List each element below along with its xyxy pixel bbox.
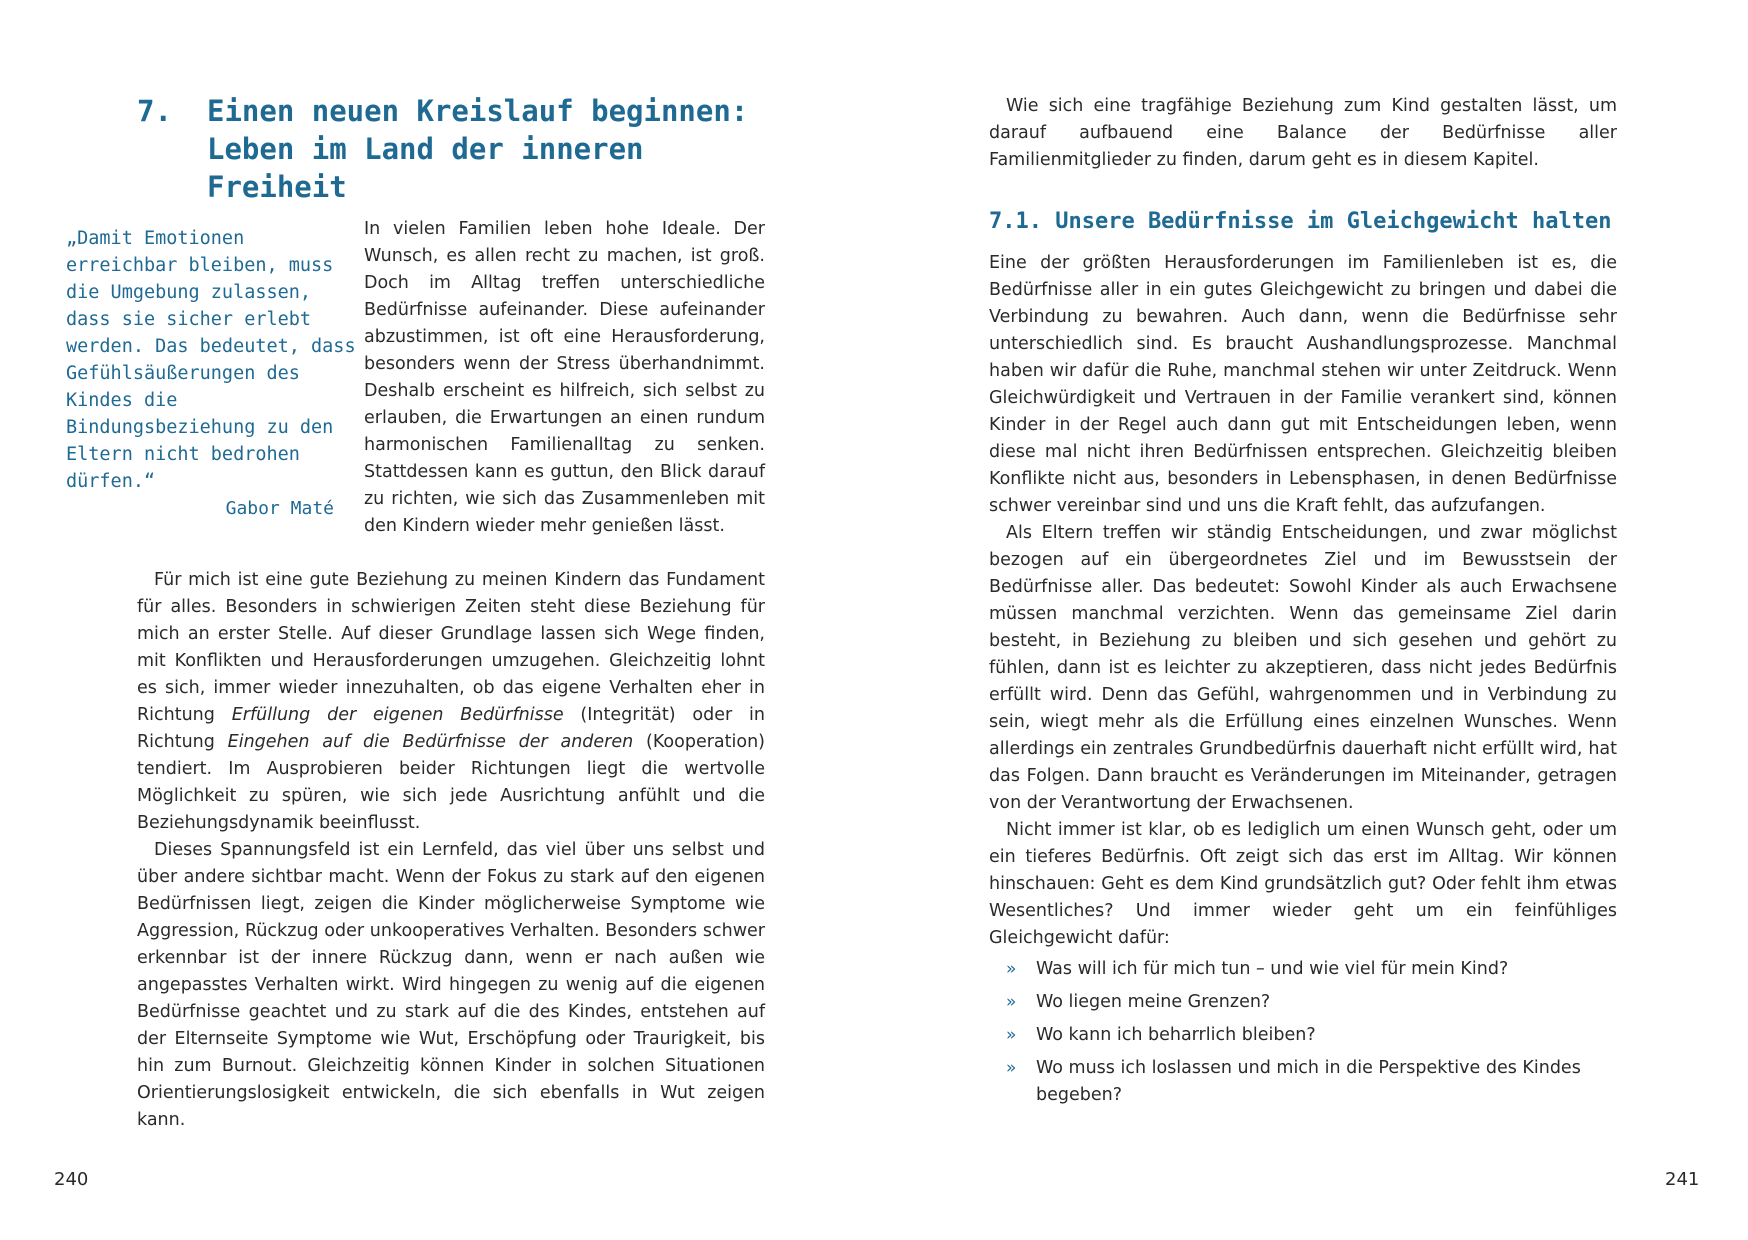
- list-item: » Wo kann ich beharrlich bleiben?: [989, 1022, 1617, 1049]
- body-text: [137, 567, 765, 1134]
- body-text: [989, 250, 1617, 1115]
- bullet-icon: »: [1006, 959, 1017, 979]
- page-number: 240: [54, 1169, 89, 1190]
- paragraph: Als Eltern treffen wir ständig Entscheidungen, und zwar möglichst bezogen auf ein übergeordnetes Ziel und im Bewusstsein der Bedürfnisse aller. Das bedeutet: Sowohl Kinder als auch Erwachsene müssen manchmal verzichten. Wenn das gemeinsame Ziel darin besteht, in Beziehung zu bleiben und sich gesehen und gehört zu fühlen, dann ist es leichter zu akzeptieren, dass nicht jedes Bedürfnis erfüllt wird. Denn das Gefühl, wahrgenommen und in Verbindung zu sein, wiegt mehr als die Erfüllung eines einzelnen Wunsches. Wenn allerdings ein zentrales Grundbedürfnis dauerhaft nicht erfüllt wird, hat das Folgen. Dann braucht es Veränderungen im Miteinander, getragen von der Verantwortung der Erwachsenen.: [989, 523, 1617, 813]
- bullet-icon: »: [1006, 992, 1017, 1012]
- paragraph: Nicht immer ist klar, ob es lediglich um einen Wunsch geht, oder um ein tieferes Bedürfnis. Oft zeigt sich das erst im Alltag. Wir können hinschauen: Geht es dem Kind grundsätzlich gut? Oder fehlt ihm etwas Wesentliches? Und immer wieder geht um ein feinfühliges Gleichgewicht dafür:: [989, 820, 1617, 948]
- intro-paragraph: In vielen Familien leben hohe Ideale. Der Wunsch, es allen recht zu machen, ist groß. Doch im Alltag treffen unterschiedliche Bedürfnisse aufeinander. Diese aufeinander abzustimmen, ist oft eine Herausforderung, besonders wenn der Stress überhandnimmt. Deshalb erscheint es hilfreich, sich selbst zu erlauben, die Erwartungen an einen rundum harmonischen Familienalltag zu senken. Stattdessen kann es guttun, den Blick darauf zu richten, wie sich das Zusammenleben mit den Kindern wieder mehr genießen lässt.: [364, 219, 765, 536]
- list-item: » Wo liegen meine Grenzen?: [989, 989, 1617, 1016]
- emphasis: Eingehen auf die Bedürfnisse der anderen: [227, 732, 634, 752]
- paragraph: Für mich ist eine gute Beziehung zu meinen Kindern das Fundament für alles. Besonders in schwierigen Zeiten steht diese Beziehung für mich an erster Stelle. Auf dieser Grundlage lassen sich Wege finden, mit Konflikten und Herausforderungen umzugehen. Gleichzeitig lohnt es sich, immer wieder innezuhalten, ob das eigene Verhalten eher in Richtung Erfüllung der eigenen Bedürfnisse (Integrität) oder in Richtung Eingehen auf die Bedürfnisse der anderen (Kooperation) tendiert. Im Ausprobieren beider Richtungen liegt die wertvolle Möglichkeit zu spüren, wie sich jede Ausrichtung anfühlt und die Beziehungsdynamik beeinflusst.: [137, 570, 765, 833]
- chapter-number: 7.: [137, 94, 172, 128]
- bullet-icon: »: [1006, 1058, 1017, 1078]
- chapter-title: Einen neuen Kreislauf beginnen: Leben im Land der inneren Freiheit: [207, 94, 749, 204]
- bullet-icon: »: [1006, 1025, 1017, 1045]
- emphasis: Erfüllung der eigenen Bedürfnisse: [231, 705, 564, 725]
- section-heading: 7.1. Unsere Bedürfnisse im Gleichgewicht halten: [989, 209, 1612, 234]
- page-number: 241: [1665, 1169, 1700, 1190]
- pull-quote: „Damit Emotionen erreichbar bleiben, muss die Umgebung zulassen, dass sie sicher erlebt werden. Das bedeutet, dass Gefühlsäußerungen des Kindes die Bindungsbeziehung zu den Eltern nicht bedrohen dürfen.“: [66, 228, 356, 492]
- question-list: [989, 956, 1617, 1109]
- intro-paragraph: Wie sich eine tragfähige Beziehung zum Kind gestalten lässt, um darauf aufbauend eine Balance der Bedürfnisse aller Familienmitglieder zu finden, darum geht es in diesem Kapitel.: [989, 96, 1617, 170]
- quote-author: Gabor Maté: [225, 498, 334, 519]
- list-item: » Wo muss ich loslassen und mich in die Perspektive des Kindes begeben?: [989, 1055, 1617, 1109]
- list-item: » Was will ich für mich tun – und wie viel für mein Kind?: [989, 956, 1617, 983]
- paragraph: Eine der größten Herausforderungen im Familienleben ist es, die Bedürfnisse aller in ein gutes Gleichgewicht zu bringen und dabei die Verbindung zu bewahren. Auch dann, wenn die Bedürfnisse sehr unterschiedlich sind. Es braucht Aushandlungsprozesse. Manchmal haben wir dafür die Ruhe, manchmal stehen wir unter Zeitdruck. Wenn Gleichwürdigkeit und Vertrauen in der Familie verankert sind, können Kinder in der Regel auch dann gut mit Entscheidungen leben, wenn diese mal nicht ihren Bedürfnissen entsprechen. Gleichzeitig bleiben Konflikte nicht aus, besonders in Lebensphasen, in denen Bedürfnisse schwer vereinbar sind und uns die Kraft fehlt, das aufzufangen.: [989, 253, 1617, 516]
- right-page: [874, 0, 1748, 1240]
- paragraph: Dieses Spannungsfeld ist ein Lernfeld, das viel über uns selbst und über andere sichtbar macht. Wenn der Fokus zu stark auf den eigenen Bedürfnissen liegt, zeigen die Kinder möglicherweise Symptome wie Aggression, Rückzug oder unkooperatives Verhalten. Besonders schwer erkennbar ist der innere Rückzug dann, wenn er nach außen wie angepasstes Verhalten wirkt. Wird hingegen zu wenig auf die eigenen Bedürfnisse geachtet und zu stark auf die des Kindes, entstehen auf der Elternseite Symptome wie Wut, Erschöpfung oder Traurigkeit, bis hin zum Burnout. Gleichzeitig können Kinder in solchen Situationen Orientierungslosigkeit entwickeln, die sich ebenfalls in Wut zeigen kann.: [137, 840, 765, 1130]
